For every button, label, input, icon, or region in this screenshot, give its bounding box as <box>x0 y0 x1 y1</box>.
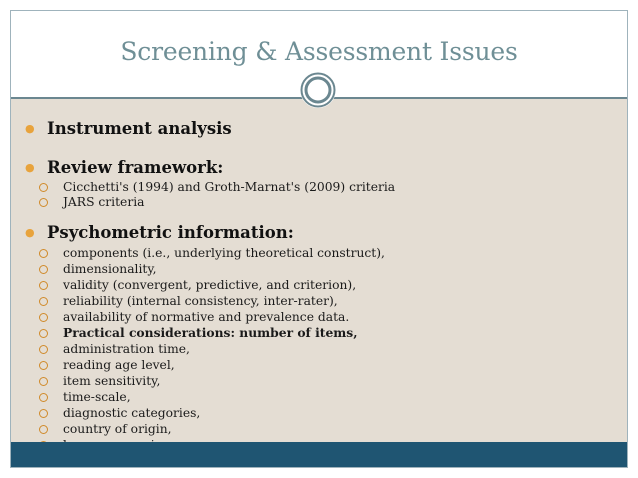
sub-bullet: Cicchetti's (1994) and Groth-Marnat's (2009) criteria <box>39 179 395 195</box>
sub-bullet: country of origin, <box>39 421 172 437</box>
circle-ornament-icon <box>300 72 336 108</box>
sub-bullet: administration time, <box>39 341 190 357</box>
hollow-circle-bullet-icon <box>39 249 48 258</box>
sub-bullet: item sensitivity, <box>39 373 160 389</box>
sub-bullet: validity (convergent, predictive, and criterion), <box>39 277 356 293</box>
bullet-psychometric-information: ● Psychometric information: <box>25 223 294 242</box>
hollow-circle-bullet-icon <box>39 345 48 354</box>
footer-bar <box>11 442 627 467</box>
slide-title: Screening & Assessment Issues <box>120 37 518 66</box>
sub-bullet: dimensionality, <box>39 261 157 277</box>
hollow-circle-bullet-icon <box>39 393 48 402</box>
filled-circle-bullet-icon: ● <box>25 161 35 174</box>
hollow-circle-bullet-icon <box>39 198 48 207</box>
hollow-circle-bullet-icon <box>39 409 48 418</box>
sub-bullet: JARS criteria <box>39 194 144 210</box>
hollow-circle-bullet-icon <box>39 313 48 322</box>
sub-bullet: time-scale, <box>39 389 131 405</box>
sub-bullet: reliability (internal consistency, inter-rater), <box>39 293 338 309</box>
hollow-circle-bullet-icon <box>39 265 48 274</box>
hollow-circle-bullet-icon <box>39 281 48 290</box>
hollow-circle-bullet-icon <box>39 425 48 434</box>
slide-content <box>11 99 627 444</box>
sub-bullet: components (i.e., underlying theoretical construct), <box>39 245 385 261</box>
sub-bullet: reading age level, <box>39 357 175 373</box>
hollow-circle-bullet-icon <box>39 297 48 306</box>
hollow-circle-bullet-icon <box>39 183 48 192</box>
sub-bullet: availability of normative and prevalence data. <box>39 309 349 325</box>
slide <box>10 10 628 468</box>
sub-bullet: diagnostic categories, <box>39 405 200 421</box>
sub-bullet-practical-considerations: Practical considerations: number of items, <box>39 325 358 341</box>
bullet-instrument-analysis: ● Instrument analysis <box>25 119 232 138</box>
hollow-circle-bullet-icon <box>39 329 48 338</box>
filled-circle-bullet-icon: ● <box>25 122 35 135</box>
bullet-review-framework: ● Review framework: <box>25 158 224 177</box>
hollow-circle-bullet-icon <box>39 377 48 386</box>
filled-circle-bullet-icon: ● <box>25 226 35 239</box>
hollow-circle-bullet-icon <box>39 361 48 370</box>
